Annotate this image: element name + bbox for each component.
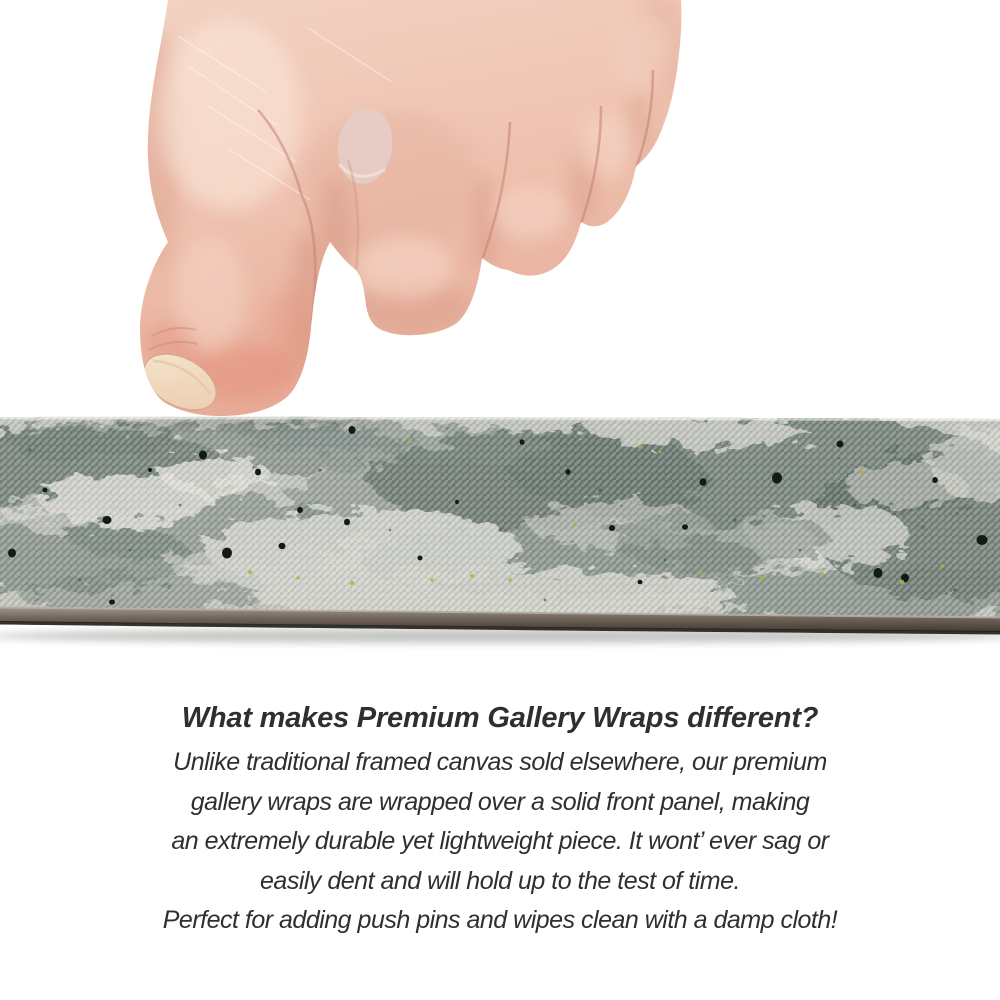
description-line-2: gallery wraps are wrapped over a solid front panel, making (190, 787, 810, 816)
hand-photo (60, 0, 720, 420)
description-line-1: Unlike traditional framed canvas sold elsewhere, our premium (173, 748, 827, 776)
canvas-texture-illustration (0, 410, 1000, 650)
page-title: What makes Premium Gallery Wraps different? (181, 702, 819, 734)
description-line-3: an extremely durable yet lightweight piece. It wont’ ever sag or (171, 827, 829, 855)
canvas-strip-photo (0, 410, 1000, 650)
canvas-fabric (0, 410, 1000, 622)
description-line-5: Perfect for adding push pins and wipes clean with a damp cloth! (162, 906, 838, 934)
description-block (0, 700, 1000, 941)
description-line-4: easily dent and will hold up to the test of time. (260, 866, 740, 895)
hand-pressing-thumb-illustration (60, 0, 720, 420)
